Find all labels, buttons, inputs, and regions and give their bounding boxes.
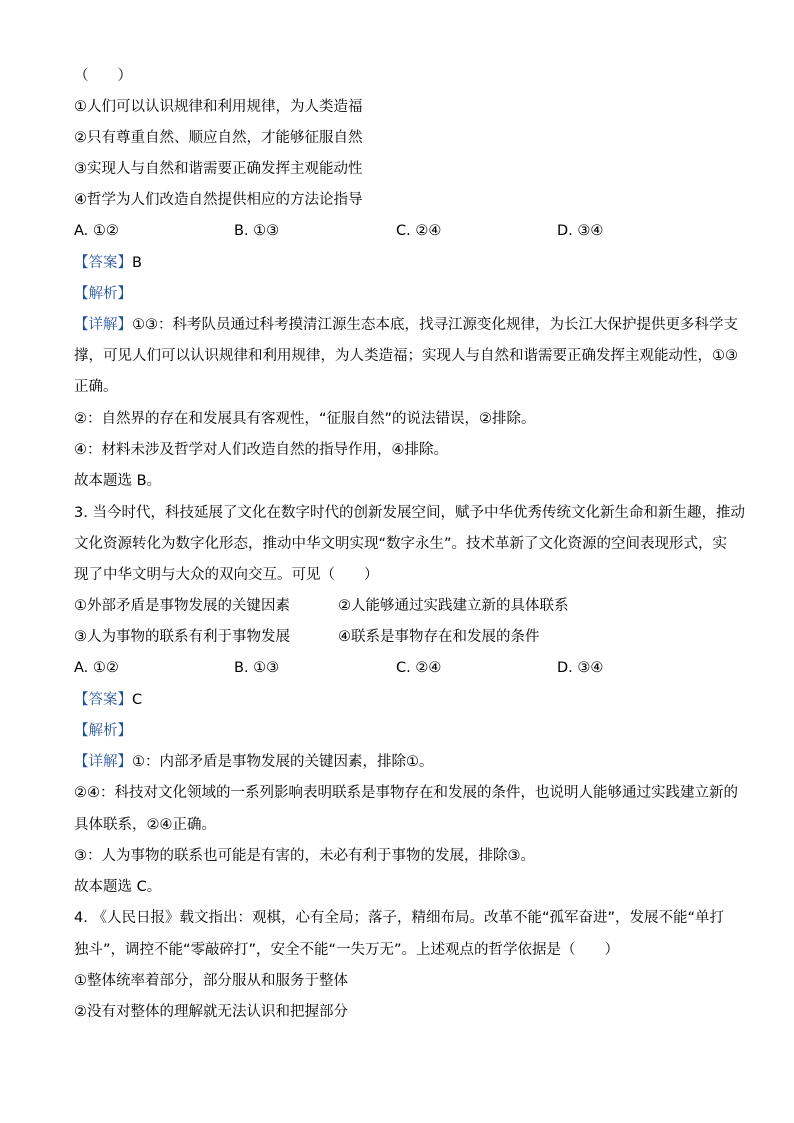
- q2-statement-2: ②只有尊重自然、顺应自然，才能够征服自然: [74, 130, 363, 146]
- q2-answer: [74, 253, 724, 273]
- answer-tag: 【答案】: [74, 692, 132, 708]
- question-bracket: （ ）: [74, 68, 132, 84]
- q2-detail-line-1: [74, 315, 738, 335]
- q4-statement-1: ①整体统率着部分，部分服从和服务于整体: [74, 973, 348, 989]
- q3-answer: [74, 690, 724, 710]
- q4-stem-line-2: 独斗”，调控不能“零敲碎打”，安全不能“一失万无”。上述观点的哲学依据是（ ）: [74, 942, 620, 958]
- detail-text: ①③：科考队员通过科考摸清江源生态本底，找寻江源变化规律，为长江大保护提供更多科学支: [132, 317, 738, 333]
- detail-tag: 【详解】: [74, 754, 132, 770]
- q3-statement-1: ①外部矛盾是事物发展的关键因素: [74, 598, 290, 614]
- q3-stem-line-2: 文化资源转化为数字化形态，推动中华文明实现“数字永生”。技术革新了文化资源的空间表现形式，实: [74, 536, 728, 552]
- q2-choice-b: B. ①③: [234, 223, 280, 239]
- q3-conclusion: 故本题选 C。: [74, 879, 162, 895]
- q2-statement-3: ③实现人与自然和谐需要正确发挥主观能动性: [74, 161, 363, 177]
- q3-statement-3: ③人为事物的联系有利于事物发展: [74, 629, 290, 645]
- q3-choice-c: C. ②④: [396, 660, 442, 676]
- detail-tag: 【详解】: [74, 317, 132, 333]
- q2-choice-c: C. ②④: [396, 223, 442, 239]
- q3-detail-line-2: ②④：科技对文化领域的一系列影响表明联系是事物存在和发展的条件，也说明人能够通过实践建立新的: [74, 785, 738, 801]
- q3-detail-line-4: ③：人为事物的联系也可能是有害的，未必有利于事物的发展，排除③。: [74, 848, 535, 864]
- q4-statement-2: ②没有对整体的理解就无法认识和把握部分: [74, 1004, 348, 1020]
- q3-stem-line-3: 现了中华文明与大众的双向交互。可见（ ）: [74, 567, 379, 583]
- q2-detail-line-5: ④：材料未涉及哲学对人们改造自然的指导作用，④排除。: [74, 442, 448, 458]
- q3-choice-d: D. ③④: [557, 660, 604, 676]
- q3-analysis-tag: 【解析】: [74, 723, 132, 739]
- answer-value: C: [132, 692, 143, 708]
- answer-value: B: [132, 255, 142, 271]
- q3-detail-line-3: 具体联系，②④正确。: [74, 817, 216, 833]
- q2-choice-d: D. ③④: [557, 223, 604, 239]
- q3-choice-a: A. ①②: [74, 660, 119, 676]
- q2-statement-4: ④哲学为人们改造自然提供相应的方法论指导: [74, 192, 363, 208]
- q2-analysis-tag: 【解析】: [74, 286, 132, 302]
- q3-choice-b: B. ①③: [234, 660, 280, 676]
- q2-detail-line-3: 正确。: [74, 379, 118, 395]
- q4-stem-line-1: 4. 《人民日报》载文指出：观棋，心有全局；落子，精细布局。改革不能“孤军奋进”，发展不能“单打: [74, 910, 724, 926]
- q3-stem-line-1: 3. 当今时代，科技延展了文化在数字时代的创新发展空间，赋予中华优秀传统文化新生命和新生趣，推动: [74, 505, 745, 521]
- q2-choice-a: A. ①②: [74, 223, 119, 239]
- q2-detail-line-4: ②：自然界的存在和发展具有客观性，“征服自然”的说法错误，②排除。: [74, 411, 536, 427]
- q3-detail-line-1: [74, 752, 724, 772]
- q2-detail-line-2: 撑，可见人们可以认识规律和利用规律，为人类造福；实现人与自然和谐需要正确发挥主观能动性，①③: [74, 348, 738, 364]
- q3-statement-2: ②人能够通过实践建立新的具体联系: [338, 598, 569, 614]
- detail-text: ①：内部矛盾是事物发展的关键因素，排除①。: [132, 754, 434, 770]
- q2-conclusion: 故本题选 B。: [74, 473, 162, 489]
- q3-statement-4: ④联系是事物存在和发展的条件: [338, 629, 540, 645]
- answer-tag: 【答案】: [74, 255, 132, 271]
- q2-statement-1: ①人们可以认识规律和利用规律，为人类造福: [74, 99, 363, 115]
